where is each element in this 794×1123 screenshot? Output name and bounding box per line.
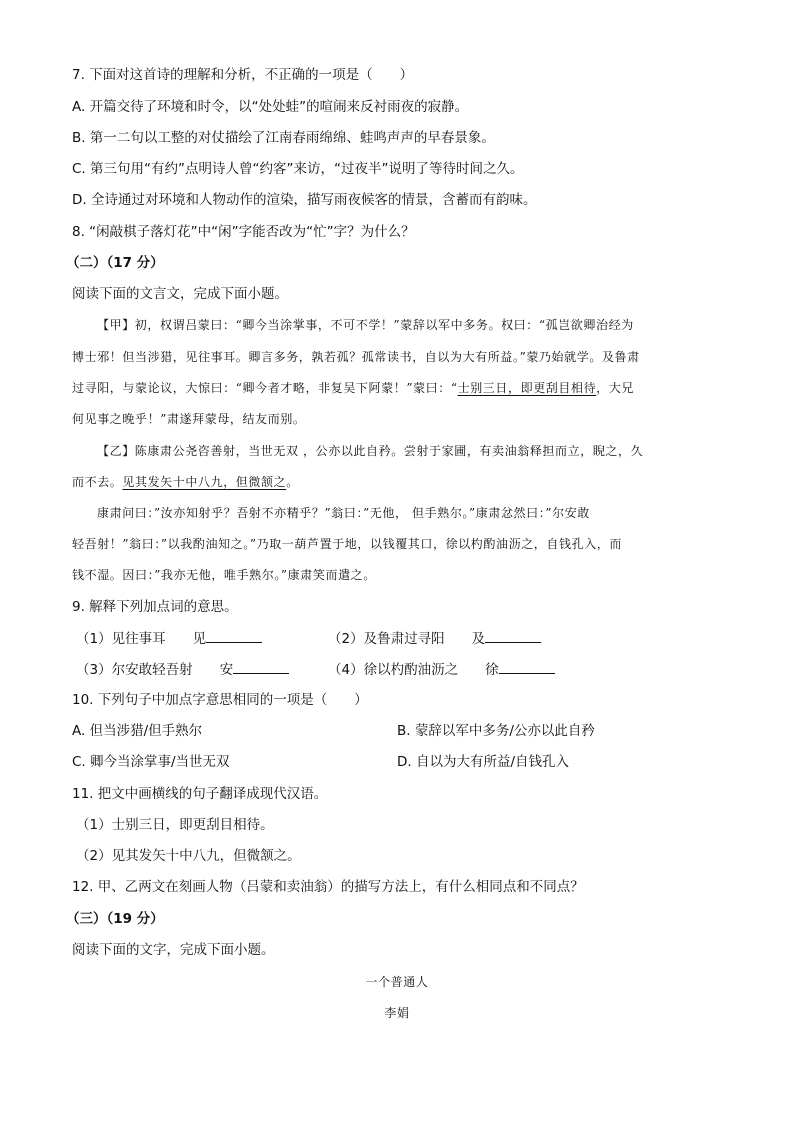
q10-option-c: C. 卿今当涂掌事/当世无双 (72, 754, 230, 770)
q9-item2 (328, 629, 541, 648)
answer-blank[interactable] (233, 660, 289, 674)
q9-stem: 9. 解释下列加点词的意思。 (72, 599, 238, 615)
q9-item3-text: （3）尔安敢轻吾射 安 (76, 662, 234, 678)
q7-stem: 7. 下面对这首诗的理解和分析，不正确的一项是（ ） (72, 67, 414, 83)
q11-sentence1: （1）士别三日，即更刮目相待。 (76, 817, 274, 833)
q10-option-b: B. 蒙辞以军中多务/公亦以此自矜 (397, 723, 595, 739)
passage-jia-line3 (72, 379, 634, 397)
section3-intro: 阅读下面的文字，完成下面小题。 (72, 942, 275, 958)
passage-yi-line2-end: 。 (286, 475, 299, 489)
passage-jia-line3-end: ，大兄 (596, 381, 635, 395)
passage-jia-line4: 何见事之晚乎！”肃遂拜蒙母，结友而别。 (72, 412, 306, 426)
q7-option-a: A. 开篇交待了环境和时令，以“处处蛙”的喧闹来反衬雨夜的寂静。 (72, 99, 469, 115)
passage-jia-line3-start: 过寻阳，与蒙论议，大惊曰：“卿今者才略，非复吴下阿蒙！”蒙曰：“ (72, 381, 458, 395)
q10-stem: 10. 下列句子中加点字意思相同的一项是（ ） (72, 692, 368, 708)
section2-intro: 阅读下面的文言文，完成下面小题。 (72, 286, 288, 302)
q9-item3 (76, 660, 289, 679)
q9-item1-text: （1）见往事耳 见 (76, 631, 207, 647)
q9-item4-text: （4）徐以杓酌油沥之 徐 (328, 662, 499, 678)
underlined-sentence-1: 士别三日，即更刮目相待 (457, 381, 597, 395)
q9-item1 (76, 629, 262, 648)
q10-option-a: A. 但当涉猎/但手熟尔 (72, 723, 203, 739)
passage-yi-line2-start: 而不去。 (72, 475, 123, 489)
article-author: 李娟 (384, 1006, 410, 1020)
section3-heading: （三）（19 分） (66, 911, 164, 927)
answer-blank[interactable] (206, 629, 262, 643)
passage-jia-line1: 【甲】初，权谓吕蒙曰：“卿今当涂掌事，不可不学！”蒙辞以军中多务。权曰：“孤岂欲卿治经为 (97, 318, 634, 332)
q9-item2-text: （2）及鲁肃过寻阳 及 (328, 631, 486, 647)
q9-item4 (328, 660, 555, 679)
answer-blank[interactable] (485, 629, 541, 643)
passage-yi-line3: 康肃问曰：”汝亦知射乎？吾射不亦精乎？”翁曰：”无他， 但手熟尔。”康肃忿然曰：”尔安敢 (97, 506, 590, 520)
q7-option-d: D. 全诗通过对环境和人物动作的渲染，描写雨夜候客的情景，含蓄而有韵味。 (72, 192, 537, 208)
q7-option-c: C. 第三句用“有约”点明诗人曾“约客”来访，“过夜半”说明了等待时间之久。 (72, 161, 524, 177)
passage-yi-line4: 轻吾射！”翁曰：”以我酌油知之。”乃取一葫芦置于地，以钱覆其口，徐以杓酌油沥之，自钱孔入，而 (72, 537, 623, 551)
passage-jia-line2: 博士邪！但当涉猎，见往事耳。卿言多务，孰若孤？孤常读书，自以为大有所益。”蒙乃始就学。及鲁肃 (72, 350, 640, 364)
q11-stem: 11. 把文中画横线的句子翻译成现代汉语。 (72, 786, 328, 802)
passage-yi-line1: 【乙】陈康肃公尧咨善射，当世无双 ，公亦以此自矜。尝射于家圃，有卖油翁释担而立，睨之，久 (97, 444, 644, 458)
passage-yi-line2 (72, 473, 299, 491)
q10-option-d: D. 自以为大有所益/自钱孔入 (397, 754, 570, 770)
underlined-sentence-2: 见其发矢十中八九，但微颔之 (122, 475, 287, 489)
article-title: 一个普通人 (365, 975, 429, 989)
passage-yi-line5: 钱不湿。因曰：”我亦无他，唯手熟尔。”康肃笑而遣之。 (72, 568, 376, 582)
answer-blank[interactable] (499, 660, 555, 674)
section2-heading: （二）（17 分） (66, 255, 164, 271)
q7-option-b: B. 第一二句以工整的对仗描绘了江南春雨绵绵、蛙鸣声声的早春景象。 (72, 130, 495, 146)
q12-stem: 12. 甲、乙两文在刻画人物（吕蒙和卖油翁）的描写方法上，有什么相同点和不同点？ (72, 879, 584, 895)
q8-stem: 8. “闲敲棋子落灯花”中“闲”字能否改为“忙”字？为什么？ (72, 224, 415, 240)
q11-sentence2: （2）见其发矢十中八九，但微颔之。 (76, 848, 301, 864)
